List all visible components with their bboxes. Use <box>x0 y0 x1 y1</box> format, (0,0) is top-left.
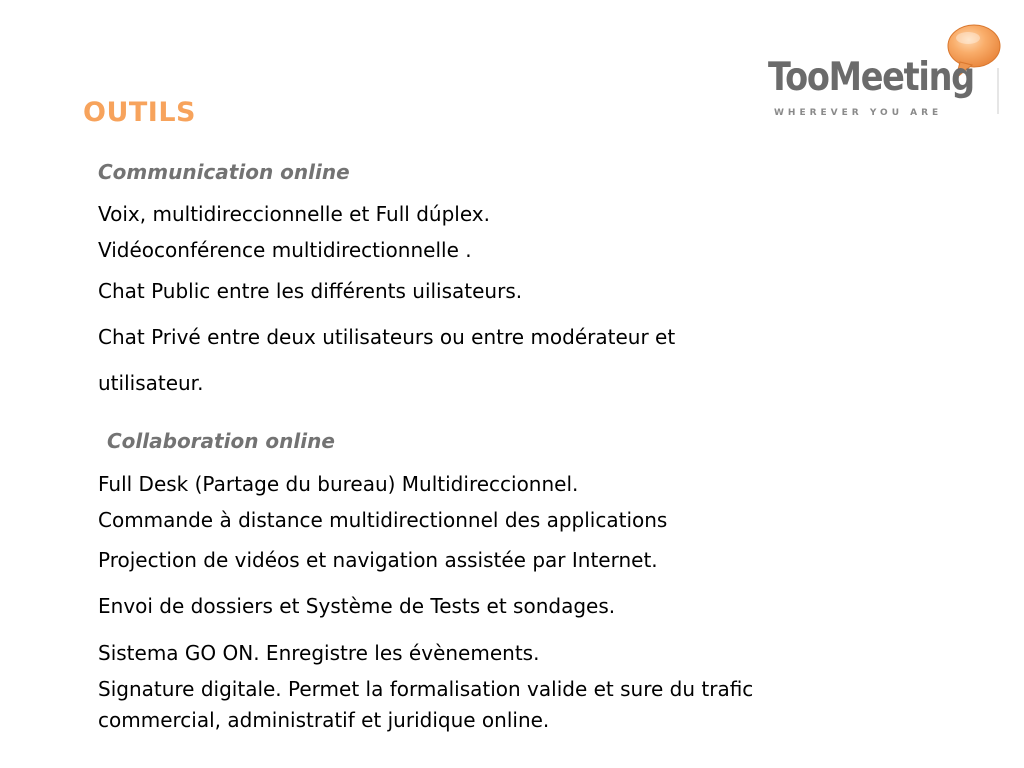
list-item: Voix, multidireccionnelle et Full dúplex. <box>98 202 490 226</box>
logo-tagline: WHEREVER YOU ARE <box>774 108 943 118</box>
list-item: Projection de vidéos et navigation assistée par Internet. <box>98 548 658 572</box>
toomeeting-logo <box>762 18 1012 128</box>
logo-divider <box>997 68 999 114</box>
list-item: commercial, administratif et juridique online. <box>98 708 550 732</box>
logo-brand-text: TooMeeting <box>768 55 974 100</box>
list-item: Chat Privé entre deux utilisateurs ou entre modérateur et <box>98 325 676 349</box>
page-title: OUTILS <box>83 97 196 128</box>
list-item: utilisateur. <box>98 371 204 395</box>
section-heading-communication: Communication online <box>98 160 350 184</box>
list-item: Vidéoconférence multidirectionnelle . <box>98 238 472 262</box>
list-item: Full Desk (Partage du bureau) Multidireccionnel. <box>98 472 579 496</box>
section-heading-collaboration: Collaboration online <box>107 429 335 453</box>
list-item: Signature digitale. Permet la formalisation valide et sure du trafic <box>98 677 754 701</box>
list-item: Sistema GO ON. Enregistre les évènements. <box>98 641 540 665</box>
list-item: Chat Public entre les différents uilisateurs. <box>98 279 523 303</box>
list-item: Commande à distance multidirectionnel des applications <box>98 508 668 532</box>
list-item: Envoi de dossiers et Système de Tests et sondages. <box>98 594 616 618</box>
